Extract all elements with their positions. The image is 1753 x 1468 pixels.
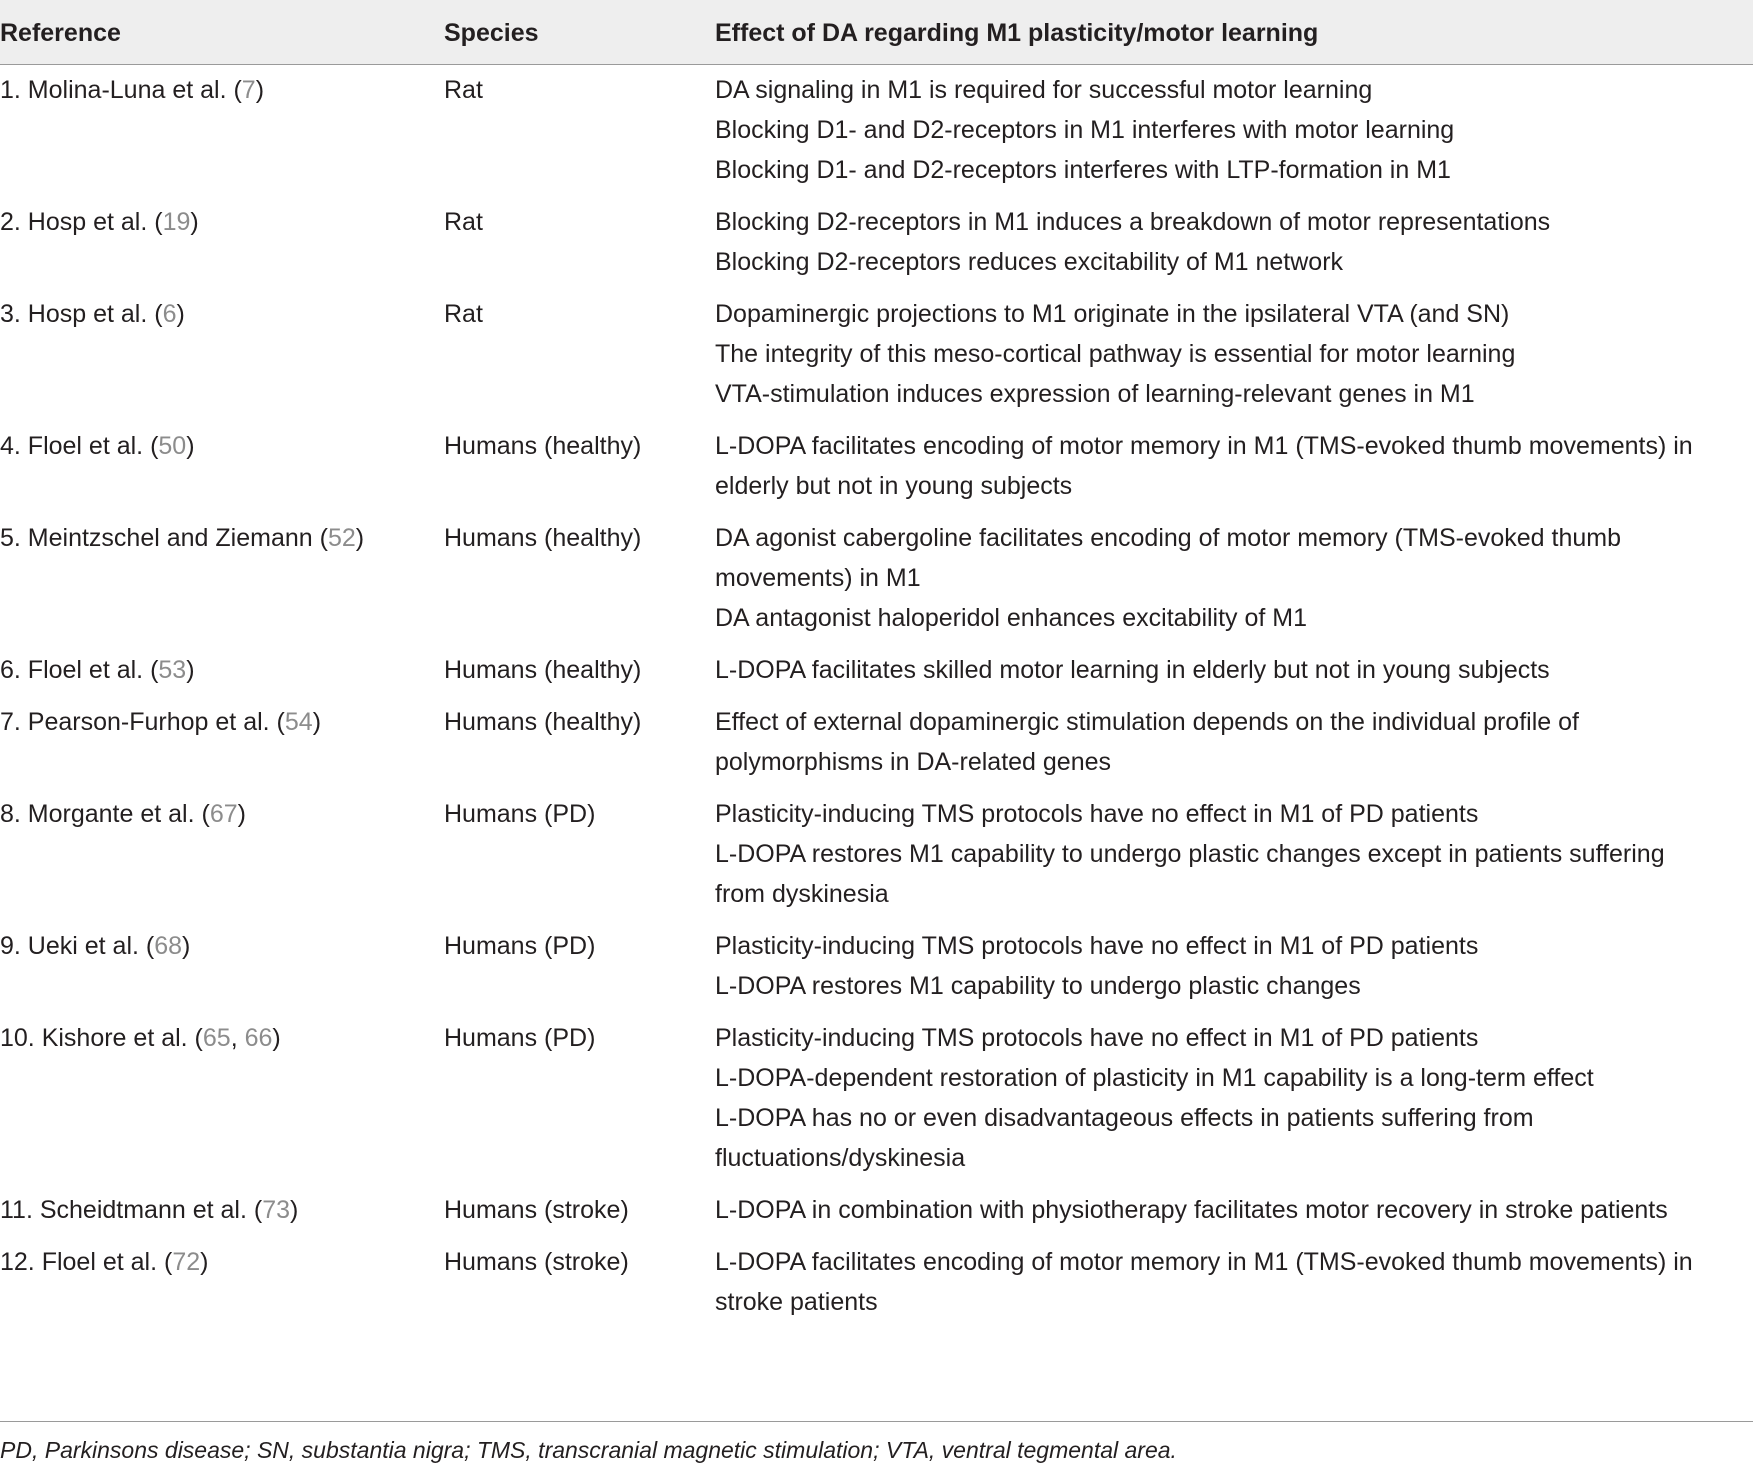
species-text: Rat (444, 208, 483, 236)
cell-reference (0, 1190, 440, 1230)
cell-species (444, 70, 704, 110)
effect-line: Effect of external dopaminergic stimulation depends on the individual profile of (715, 708, 1579, 736)
table-footnote: PD, Parkinsons disease; SN, substantia nigra; TMS, transcranial magnetic stimulation; VTA, ventral tegmental area. (0, 1437, 1177, 1463)
reference-label: 5. Meintzschel and Ziemann ( (0, 524, 328, 552)
reference-text: 6. Floel et al. (53) (0, 656, 195, 684)
citation-link[interactable]: 6 (162, 300, 177, 328)
citation-link[interactable]: 54 (284, 708, 313, 736)
cell-effect (715, 294, 1745, 414)
effect-line: movements) in M1 (715, 564, 921, 592)
cell-effect (715, 70, 1745, 190)
effect-line: Blocking D2-receptors reduces excitability of M1 network (715, 248, 1344, 276)
reference-label: 4. Floel et al. ( (0, 432, 159, 460)
effect-line: Blocking D1- and D2-receptors interferes with LTP-formation in M1 (715, 156, 1451, 184)
effect-line: DA agonist cabergoline facilitates encoding of motor memory (TMS-evoked thumb (715, 524, 1621, 552)
cell-species (444, 702, 704, 742)
reference-label: 6. Floel et al. ( (0, 656, 159, 684)
header-species: Species (444, 19, 539, 47)
reference-text: 11. Scheidtmann et al. (73) (0, 1196, 299, 1224)
reference-label: 9. Ueki et al. ( (0, 932, 155, 960)
table-header-row (0, 0, 1753, 65)
citation-link[interactable]: 68 (154, 932, 183, 960)
reference-label: 8. Morgante et al. ( (0, 800, 210, 828)
cell-species (444, 1242, 704, 1282)
effect-line: The integrity of this meso-cortical pathway is essential for motor learning (715, 340, 1516, 368)
citation-link[interactable]: 67 (209, 800, 238, 828)
species-text: Humans (healthy) (444, 524, 642, 552)
species-text: Humans (healthy) (444, 432, 642, 460)
table-bottom-rule (0, 1421, 1753, 1422)
effect-line: stroke patients (715, 1288, 878, 1316)
reference-text: 9. Ueki et al. (68) (0, 932, 191, 960)
species-text: Humans (PD) (444, 800, 596, 828)
cell-reference (0, 1018, 440, 1058)
cell-species (444, 1018, 704, 1058)
species-text: Humans (PD) (444, 1024, 596, 1052)
cell-reference (0, 294, 440, 334)
effect-line: DA signaling in M1 is required for successful motor learning (715, 76, 1373, 104)
cell-reference (0, 650, 440, 690)
cell-reference (0, 202, 440, 242)
cell-reference (0, 926, 440, 966)
citation-link[interactable]: 66 (244, 1024, 273, 1052)
reference-text: 1. Molina-Luna et al. (7) (0, 76, 265, 104)
cell-effect (715, 794, 1745, 914)
cell-effect (715, 202, 1745, 282)
reference-text: 10. Kishore et al. (65, 66) (0, 1024, 281, 1052)
cell-species (444, 426, 704, 466)
citation-link[interactable]: 19 (162, 208, 191, 236)
effect-line: from dyskinesia (715, 880, 889, 908)
header-effect: Effect of DA regarding M1 plasticity/motor learning (715, 19, 1319, 47)
cell-reference (0, 70, 440, 110)
effect-line: polymorphisms in DA-related genes (715, 748, 1112, 776)
cell-reference (0, 426, 440, 466)
reference-text: 2. Hosp et al. (19) (0, 208, 199, 236)
cell-effect (715, 926, 1745, 1006)
reference-label: 12. Floel et al. ( (0, 1248, 173, 1276)
effect-line: L-DOPA has no or even disadvantageous effects in patients suffering from (715, 1104, 1534, 1132)
species-text: Humans (stroke) (444, 1196, 629, 1224)
species-text: Humans (healthy) (444, 708, 642, 736)
citation-link[interactable]: 73 (262, 1196, 290, 1224)
effect-line: L-DOPA-dependent restoration of plasticity in M1 capability is a long-term effect (715, 1064, 1594, 1092)
effect-line: L-DOPA facilitates skilled motor learning in elderly but not in young subjects (715, 656, 1550, 684)
reference-text: 7. Pearson-Furhop et al. (54) (0, 708, 322, 736)
cell-species (444, 794, 704, 834)
species-text: Rat (444, 300, 483, 328)
cell-effect (715, 518, 1745, 638)
cell-effect (715, 426, 1745, 506)
cell-effect (715, 1018, 1745, 1178)
reference-label: 7. Pearson-Furhop et al. ( (0, 708, 285, 736)
species-text: Rat (444, 76, 483, 104)
cell-effect (715, 650, 1745, 690)
cell-reference (0, 702, 440, 742)
reference-label: 11. Scheidtmann et al. ( (0, 1196, 263, 1224)
cell-effect (715, 1242, 1745, 1322)
reference-label: 3. Hosp et al. ( (0, 300, 163, 328)
cell-reference (0, 1242, 440, 1282)
species-text: Humans (healthy) (444, 656, 642, 684)
citation-link[interactable]: 53 (158, 656, 187, 684)
effect-line: VTA-stimulation induces expression of learning-relevant genes in M1 (715, 380, 1475, 408)
cell-reference (0, 518, 440, 558)
cell-species (444, 650, 704, 690)
citation-link[interactable]: 65 (202, 1024, 231, 1052)
reference-label: 10. Kishore et al. ( (0, 1024, 203, 1052)
reference-text: 5. Meintzschel and Ziemann (52) (0, 524, 365, 552)
effect-line: DA antagonist haloperidol enhances excitability of M1 (715, 604, 1308, 632)
effect-line: Blocking D2-receptors in M1 induces a breakdown of motor representations (715, 208, 1551, 236)
cell-species (444, 518, 704, 558)
citation-link[interactable]: 72 (172, 1248, 201, 1276)
citation-link[interactable]: 52 (327, 524, 356, 552)
reference-text: 3. Hosp et al. (6) (0, 300, 185, 328)
effect-line: L-DOPA in combination with physiotherapy facilitates motor recovery in stroke patients (715, 1196, 1668, 1224)
effect-line: L-DOPA restores M1 capability to undergo plastic changes except in patients suffering (715, 840, 1665, 868)
effect-line: L-DOPA restores M1 capability to undergo plastic changes (715, 972, 1361, 1000)
effect-line: Dopaminergic projections to M1 originate in the ipsilateral VTA (and SN) (715, 300, 1510, 328)
cell-species (444, 294, 704, 334)
effect-line: L-DOPA facilitates encoding of motor memory in M1 (TMS-evoked thumb movements) in (715, 1248, 1693, 1276)
effect-line: fluctuations/dyskinesia (715, 1144, 966, 1172)
effect-line: Blocking D1- and D2-receptors in M1 interferes with motor learning (715, 116, 1455, 144)
species-text: Humans (stroke) (444, 1248, 629, 1276)
citation-link[interactable]: 7 (241, 76, 256, 104)
effect-line: Plasticity-inducing TMS protocols have no effect in M1 of PD patients (715, 800, 1479, 828)
species-text: Humans (PD) (444, 932, 596, 960)
cell-effect (715, 1190, 1745, 1230)
reference-text: 4. Floel et al. (50) (0, 432, 195, 460)
effect-line: elderly but not in young subjects (715, 472, 1073, 500)
effect-line: Plasticity-inducing TMS protocols have no effect in M1 of PD patients (715, 932, 1479, 960)
header-reference: Reference (0, 19, 121, 47)
reference-text: 12. Floel et al. (72) (0, 1248, 209, 1276)
cell-species (444, 202, 704, 242)
cell-species (444, 926, 704, 966)
table-body (0, 65, 1753, 1435)
cell-species (444, 1190, 704, 1230)
reference-label: 1. Molina-Luna et al. ( (0, 76, 242, 104)
cell-reference (0, 794, 440, 834)
reference-text: 8. Morgante et al. (67) (0, 800, 246, 828)
effect-line: Plasticity-inducing TMS protocols have no effect in M1 of PD patients (715, 1024, 1479, 1052)
cell-effect (715, 702, 1745, 782)
effect-line: L-DOPA facilitates encoding of motor memory in M1 (TMS-evoked thumb movements) in (715, 432, 1693, 460)
reference-label: 2. Hosp et al. ( (0, 208, 163, 236)
citation-link[interactable]: 50 (158, 432, 187, 460)
